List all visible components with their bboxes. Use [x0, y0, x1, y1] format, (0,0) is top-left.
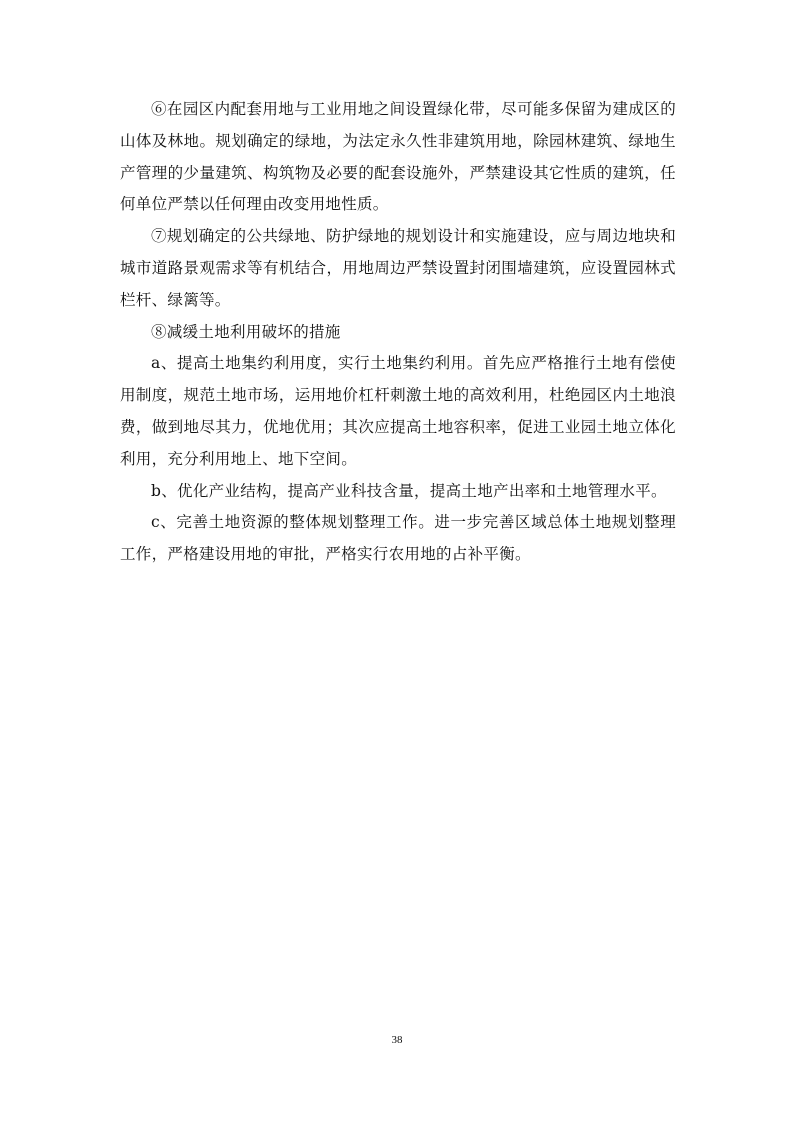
paragraph-mitigation-heading: ⑧减缓土地利用破坏的措施: [151, 322, 341, 341]
page-number: 38: [391, 1034, 403, 1046]
paragraph-item-b: b、优化产业结构，提高产业科技含量，提高土地产出率和土地管理水平。: [151, 481, 667, 500]
document-body: [120, 94, 676, 571]
paragraph-greenbelt: ⑥在园区内配套用地与工业用地之间设置绿化带，尽可能多保留为建成区的山体及林地。规划确定的绿地，为法定永久性非建筑用地，除园林建筑、绿地生产管理的少量建筑、构筑物及必要的配套设施外，严禁建设其它性质的建筑，任何单位严禁以任何理由改变用地性质。: [120, 100, 676, 214]
paragraph-public-green-space: ⑦规划确定的公共绿地、防护绿地的规划设计和实施建设，应与周边地块和城市道路景观需求等有机结合，用地周边严禁设置封闭围墙建筑，应设置园林式栏杆、绿篱等。: [120, 227, 676, 309]
paragraph-item-a: a、提高土地集约利用度，实行土地集约利用。首先应严格推行土地有偿使用制度，规范土地市场，运用地价杠杆刺激土地的高效利用，杜绝园区内土地浪费，做到地尽其力，优地优用；其次应提高土地容积率，促进工业园土地立体化利用，充分利用地上、地下空间。: [120, 354, 676, 468]
paragraph-item-c: c、完善土地资源的整体规划整理工作。进一步完善区域总体土地规划整理工作，严格建设用地的审批，严格实行农用地的占补平衡。: [120, 513, 676, 564]
